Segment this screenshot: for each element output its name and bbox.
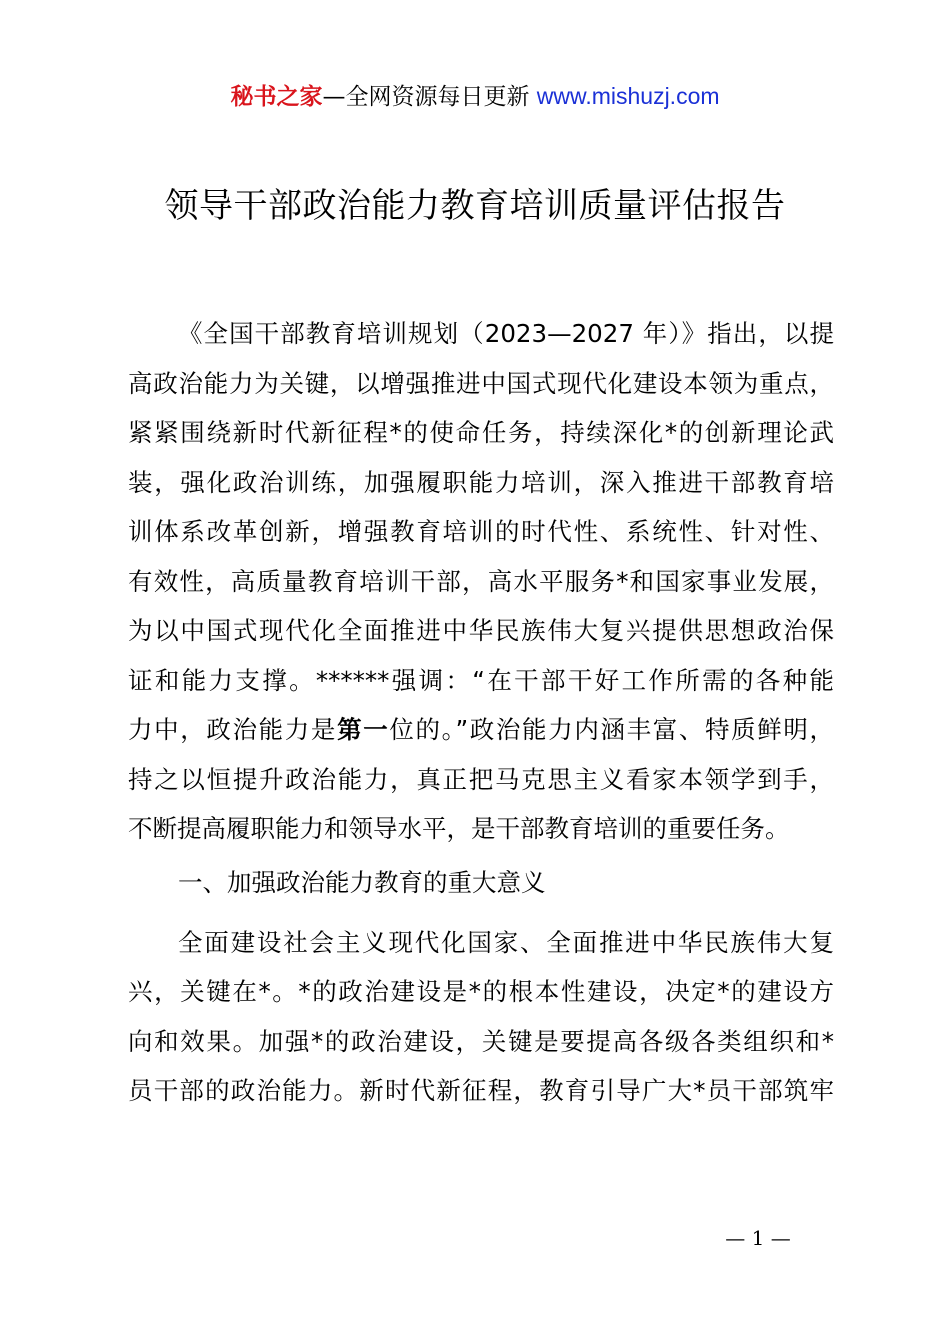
section-heading: 一、加强政治能力教育的重大意义 <box>178 867 546 897</box>
body-line: 有效性，高质量教育培训干部，高水平服务*和国家事业发展， <box>128 566 834 596</box>
body-text-segment: 位的。”政治能力内涵丰富、特质鲜明， <box>389 715 834 744</box>
body-line: 训体系改革创新，增强教育培训的时代性、系统性、针对性、 <box>128 517 834 546</box>
site-tagline: —全网资源每日更新 <box>322 84 537 110</box>
site-brand: 秘书之家 <box>230 84 323 110</box>
body-text-segment: 力中，政治能力是 <box>128 715 338 744</box>
body-line: 紧紧围绕新时代新征程*的使命任务，持续深化*的创新理论武 <box>128 418 834 447</box>
site-url-link[interactable]: www.mishuzj.com <box>536 83 720 109</box>
body-line: 证和能力支撑。******强调：“在干部干好工作所需的各种能 <box>128 665 834 695</box>
body-line: 持之以恒提升政治能力，真正把马克思主义看家本领学到手， <box>128 764 834 794</box>
body-line: 高政治能力为关键，以增强推进中国式现代化建设本领为重点， <box>128 368 834 398</box>
body-text-emphasis: 第一 <box>337 715 390 744</box>
body-line: 装，强化政治训练，加强履职能力培训，深入推进干部教育培 <box>128 467 834 497</box>
body-line: 全面建设社会主义现代化国家、全面推进中华民族伟大复 <box>178 927 834 957</box>
body-line: 不断提高履职能力和领导水平，是干部教育培训的重要任务。 <box>128 814 790 843</box>
document-title: 领导干部政治能力教育培训质量评估报告 <box>164 186 786 226</box>
document-body <box>128 309 834 1116</box>
body-line <box>128 705 834 755</box>
body-line: 《全国干部教育培训规划（2023—2027 年）》指出，以提 <box>178 319 834 348</box>
body-line: 员干部的政治能力。新时代新征程，教育引导广大*员干部筑牢 <box>128 1076 834 1105</box>
body-line: 兴，关键在*。*的政治建设是*的根本性建设，决定*的建设方 <box>128 977 834 1006</box>
body-line: 为以中国式现代化全面推进中华民族伟大复兴提供思想政治保 <box>128 616 834 645</box>
site-header <box>0 78 950 115</box>
body-line: 向和效果。加强*的政治建设，关键是要提高各级各类组织和* <box>128 1026 834 1056</box>
page-number: — 1 — <box>725 1226 791 1250</box>
